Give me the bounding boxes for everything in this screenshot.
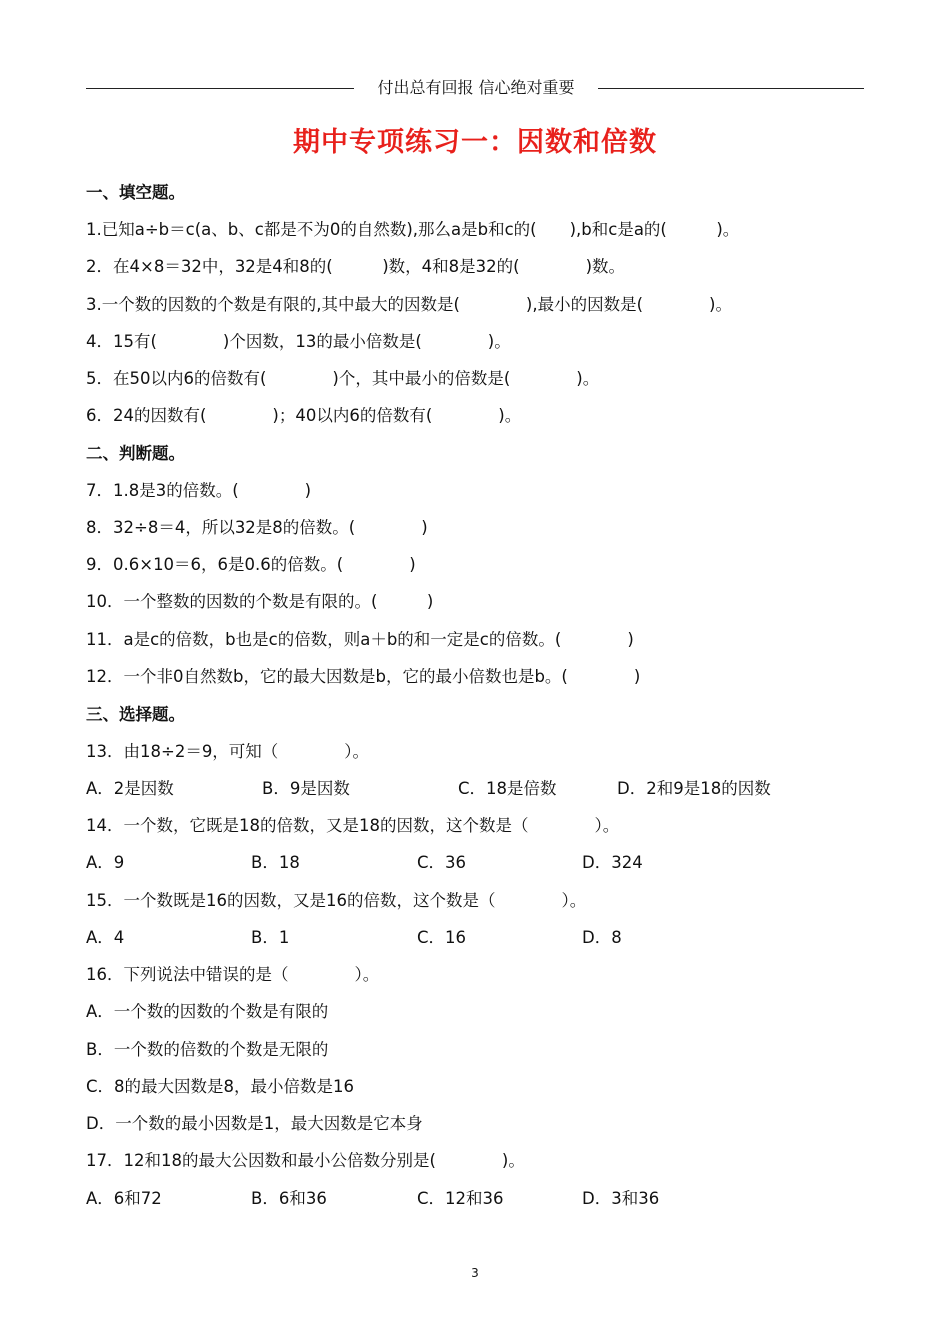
q15-option-b: B．1 bbox=[251, 928, 290, 947]
question-13: 13．由18÷2＝9，可知（ ）。 bbox=[86, 742, 370, 761]
q14-option-b: B．18 bbox=[251, 853, 300, 872]
page-header bbox=[86, 76, 864, 100]
section-heading-judgement: 二、判断题。 bbox=[86, 444, 185, 463]
q13-option-a: A．2是因数 bbox=[86, 779, 174, 798]
q13-option-b: B．9是因数 bbox=[262, 779, 350, 798]
section-heading-multiple-choice: 三、选择题。 bbox=[86, 705, 185, 724]
question-8: 8．32÷8＝4，所以32是8的倍数。( ) bbox=[86, 518, 428, 537]
header-rule-left bbox=[86, 88, 354, 89]
question-5: 5．在50以内6的倍数有( )个，其中最小的倍数是( )。 bbox=[86, 369, 600, 388]
question-6: 6．24的因数有( )；40以内6的倍数有( )。 bbox=[86, 406, 522, 425]
q14-option-a: A．9 bbox=[86, 853, 125, 872]
question-17: 17．12和18的最大公因数和最小公倍数分别是( )。 bbox=[86, 1151, 525, 1170]
q17-option-b: B．6和36 bbox=[251, 1189, 327, 1208]
q13-option-d: D．2和9是18的因数 bbox=[617, 779, 771, 798]
question-1: 1.已知a÷b＝c(a、b、c都是不为0的自然数),那么a是b和c的( ),b和c是a的( )。 bbox=[86, 220, 740, 239]
question-7: 7．1.8是3的倍数。( ) bbox=[86, 481, 312, 500]
header-motto: 付出总有回报 信心绝对重要 bbox=[377, 78, 575, 97]
q16-option-a: A．一个数的因数的个数是有限的 bbox=[86, 1002, 329, 1021]
q17-option-c: C．12和36 bbox=[417, 1189, 504, 1208]
q14-option-c: C．36 bbox=[417, 853, 467, 872]
question-10: 10．一个整数的因数的个数是有限的。( ) bbox=[86, 592, 434, 611]
question-15: 15．一个数既是16的因数，又是16的倍数，这个数是（ ）。 bbox=[86, 891, 587, 910]
q13-option-c: C．18是倍数 bbox=[458, 779, 557, 798]
question-4: 4．15有( )个因数，13的最小倍数是( )。 bbox=[86, 332, 511, 351]
q17-option-d: D．3和36 bbox=[582, 1189, 660, 1208]
q17-option-a: A．6和72 bbox=[86, 1189, 162, 1208]
q14-option-d: D．324 bbox=[582, 853, 643, 872]
q15-option-d: D．8 bbox=[582, 928, 622, 947]
q15-option-a: A．4 bbox=[86, 928, 125, 947]
q16-option-c: C．8的最大因数是8，最小倍数是16 bbox=[86, 1077, 355, 1096]
section-heading-fill-blank: 一、填空题。 bbox=[86, 183, 185, 202]
question-9: 9．0.6×10＝6，6是0.6的倍数。( ) bbox=[86, 555, 416, 574]
q15-option-c: C．16 bbox=[417, 928, 467, 947]
q16-option-d: D．一个数的最小因数是1，最大因数是它本身 bbox=[86, 1114, 423, 1133]
page-title: 期中专项练习一：因数和倍数 bbox=[293, 127, 657, 158]
page-number: 3 bbox=[471, 1266, 479, 1280]
header-rule-right bbox=[598, 88, 864, 89]
question-11: 11．a是c的倍数，b也是c的倍数，则a＋b的和一定是c的倍数。( ) bbox=[86, 630, 634, 649]
question-2: 2．在4×8＝32中，32是4和8的( )数，4和8是32的( )数。 bbox=[86, 257, 626, 276]
question-14: 14．一个数，它既是18的倍数，又是18的因数，这个数是（ ）。 bbox=[86, 816, 620, 835]
question-16: 16．下列说法中错误的是（ ）。 bbox=[86, 965, 380, 984]
q16-option-b: B．一个数的倍数的个数是无限的 bbox=[86, 1040, 329, 1059]
question-12: 12．一个非0自然数b，它的最大因数是b，它的最小倍数也是b。( ) bbox=[86, 667, 641, 686]
question-3: 3.一个数的因数的个数是有限的,其中最大的因数是( ),最小的因数是( )。 bbox=[86, 295, 732, 314]
